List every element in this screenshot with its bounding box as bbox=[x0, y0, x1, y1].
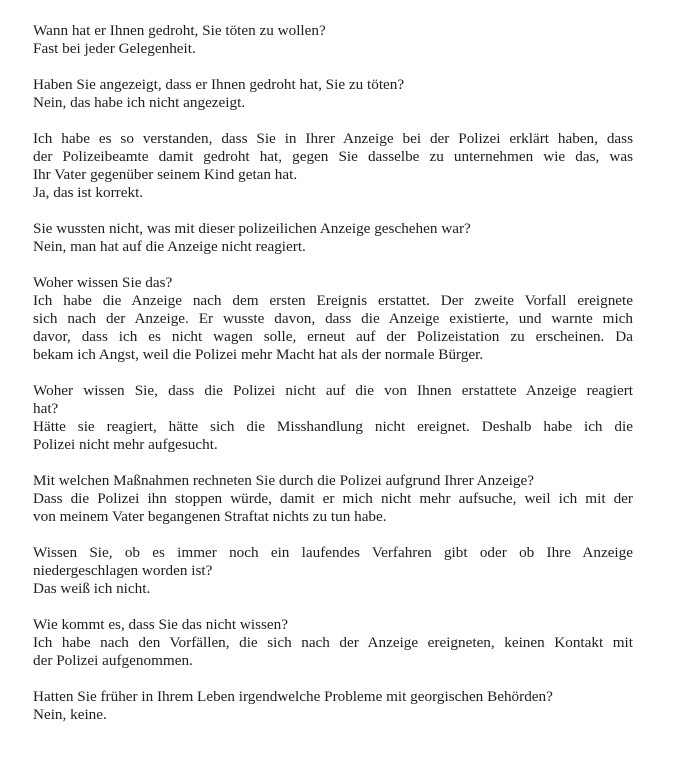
qa-block bbox=[33, 76, 633, 112]
answer-line: Ich habe die Anzeige nach dem ersten Ereignis erstattet. Der zweite Vorfall ereignete bbox=[33, 292, 633, 309]
qa-block bbox=[33, 382, 633, 454]
answer-line: Nein, das habe ich nicht angezeigt. bbox=[33, 94, 246, 111]
question-line: Wissen Sie, ob es immer noch ein laufendes Verfahren gibt oder ob Ihre Anzeige bbox=[33, 544, 633, 561]
qa-block bbox=[33, 274, 633, 364]
question-line: Wann hat er Ihnen gedroht, Sie töten zu wollen? bbox=[33, 22, 326, 39]
answer-line: von meinem Vater begangenen Straftat nichts zu tun habe. bbox=[33, 508, 387, 525]
question-line: der Polizeibeamte damit gedroht hat, gegen Sie dasselbe zu unternehmen wie das, was bbox=[33, 148, 633, 165]
answer-line: Polizei nicht mehr aufgesucht. bbox=[33, 436, 218, 453]
answer-line: Ich habe nach den Vorfällen, die sich nach der Anzeige ereigneten, keinen Kontakt mit bbox=[33, 634, 633, 651]
answer-line: Nein, man hat auf die Anzeige nicht reagiert. bbox=[33, 238, 306, 255]
qa-block bbox=[33, 220, 633, 256]
qa-block bbox=[33, 130, 633, 202]
answer-line: bekam ich Angst, weil die Polizei mehr Macht hat als der normale Bürger. bbox=[33, 346, 484, 363]
qa-block bbox=[33, 688, 633, 724]
qa-block bbox=[33, 22, 633, 58]
answer-line: Das weiß ich nicht. bbox=[33, 580, 151, 597]
question-line: hat? bbox=[33, 400, 59, 417]
question-line: Wie kommt es, dass Sie das nicht wissen? bbox=[33, 616, 289, 633]
question-line: Ihr Vater gegenüber seinem Kind getan hat. bbox=[33, 166, 298, 183]
answer-line: sich nach der Anzeige. Er wusste davon, dass die Anzeige existierte, und warnte mich bbox=[33, 310, 633, 327]
answer-line: Ja, das ist korrekt. bbox=[33, 184, 144, 201]
qa-block bbox=[33, 472, 633, 526]
question-line: Ich habe es so verstanden, dass Sie in Ihrer Anzeige bei der Polizei erklärt haben, dass bbox=[33, 130, 633, 147]
question-line: Woher wissen Sie, dass die Polizei nicht auf die von Ihnen erstattete Anzeige reagiert bbox=[33, 382, 633, 399]
answer-line: davor, dass ich es nicht wagen solle, erneut auf der Polizeistation zu erscheinen. Da bbox=[33, 328, 633, 345]
question-line: Haben Sie angezeigt, dass er Ihnen gedroht hat, Sie zu töten? bbox=[33, 76, 405, 93]
qa-block bbox=[33, 544, 633, 598]
answer-line: Dass die Polizei ihn stoppen würde, damit er mich nicht mehr aufsuche, weil ich mit der bbox=[33, 490, 633, 507]
qa-block bbox=[33, 616, 633, 670]
question-line: Hatten Sie früher in Ihrem Leben irgendwelche Probleme mit georgischen Behörden? bbox=[33, 688, 553, 705]
answer-line: Nein, keine. bbox=[33, 706, 107, 723]
question-line: Woher wissen Sie das? bbox=[33, 274, 173, 291]
answer-line: der Polizei aufgenommen. bbox=[33, 652, 193, 669]
document-page bbox=[33, 22, 633, 742]
answer-line: Fast bei jeder Gelegenheit. bbox=[33, 40, 196, 57]
question-line: Mit welchen Maßnahmen rechneten Sie durch die Polizei aufgrund Ihrer Anzeige? bbox=[33, 472, 535, 489]
question-line: niedergeschlagen worden ist? bbox=[33, 562, 213, 579]
answer-line: Hätte sie reagiert, hätte sich die Misshandlung nicht ereignet. Deshalb habe ich die bbox=[33, 418, 633, 435]
question-line: Sie wussten nicht, was mit dieser polizeilichen Anzeige geschehen war? bbox=[33, 220, 471, 237]
